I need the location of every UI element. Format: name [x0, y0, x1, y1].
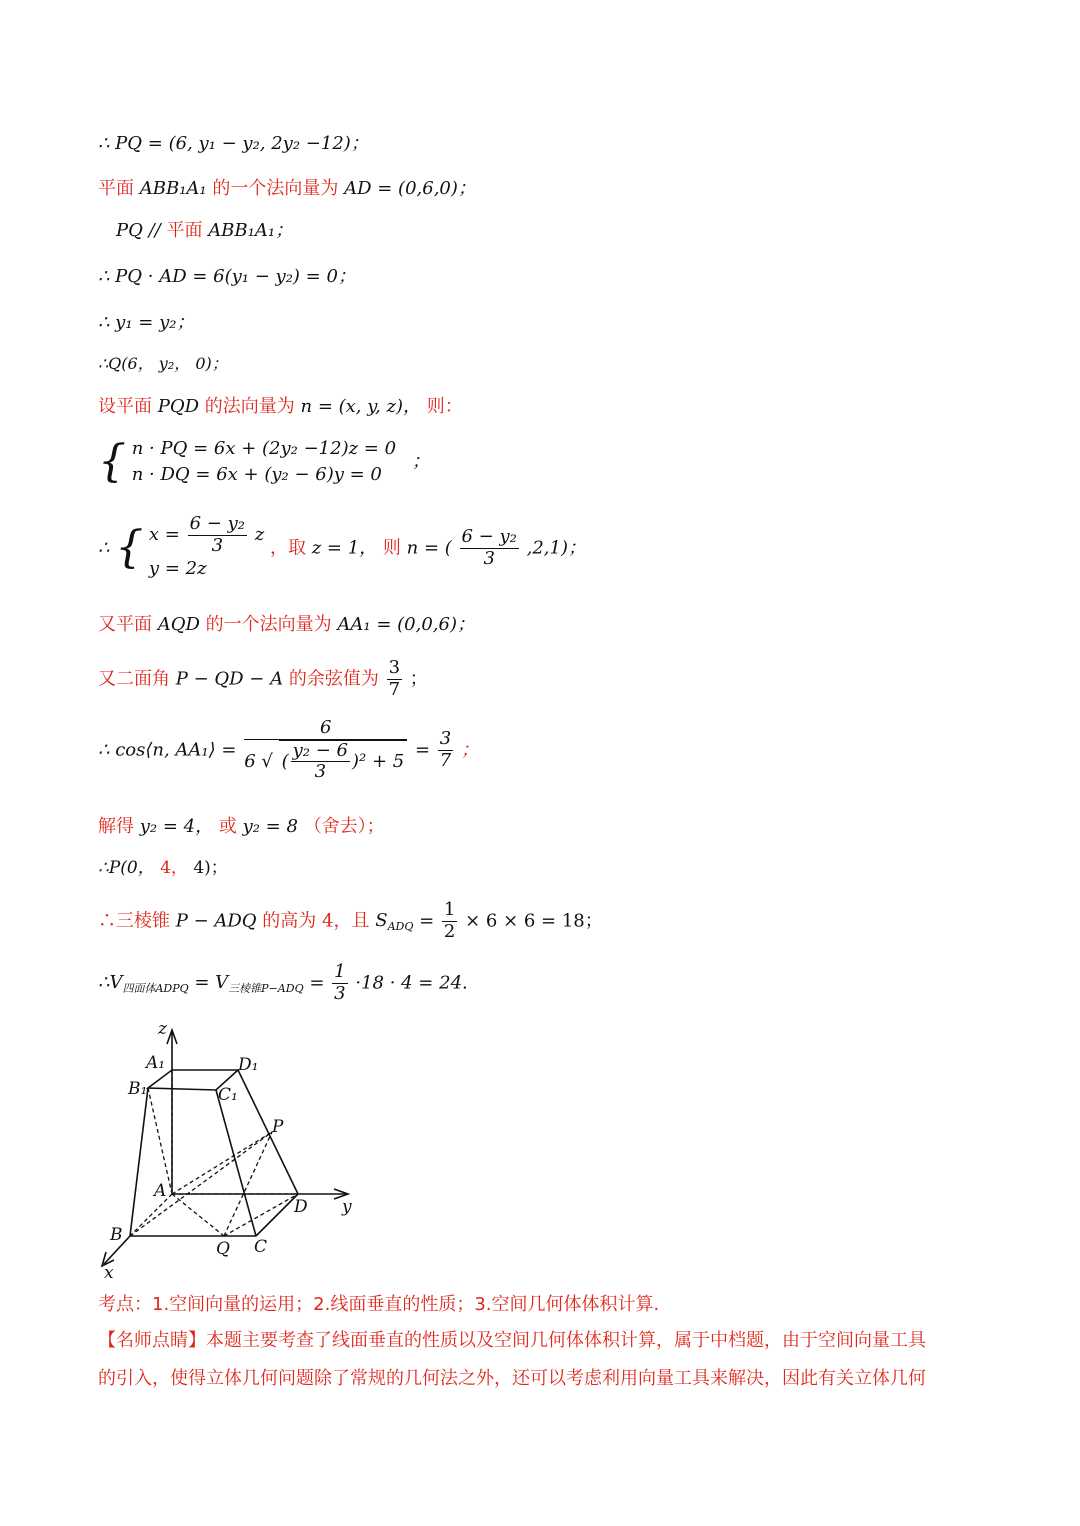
cosine-label: 的余弦值为 — [288, 668, 379, 690]
solution-2: y₂ = 8 — [242, 816, 298, 837]
take-label: ，取 — [269, 537, 306, 559]
cos-den — [244, 740, 407, 783]
step-dot-product — [98, 266, 356, 288]
area-equals: = — [419, 910, 435, 932]
volume-sub-2: 三棱锥P−ADQ — [228, 981, 304, 995]
p-point-mid: 4， — [160, 858, 188, 878]
geometry-figure — [96, 1020, 366, 1282]
again-plane-label: 又平面 — [98, 614, 152, 635]
volume-v: ∴V — [98, 971, 123, 993]
therefore-symbol-2: ∴ — [98, 739, 110, 761]
label-q: Q — [216, 1239, 230, 1259]
sqrt-content: ( $\frac{\text{y₂ − 6}}{3}$ )² + 5 — [279, 740, 408, 783]
comment-line-2: 的引入，使得立体几何问题除了常规的几何法之外，还可以考虑利用向量工具来解决，因此有关立体几何 — [98, 1368, 926, 1389]
parallel-plane-label: 平面 — [166, 220, 203, 241]
x-z: z — [254, 524, 265, 546]
step-normal-pqd — [98, 396, 463, 418]
plane-name: ABB₁A₁ — [139, 178, 207, 199]
step-y-equal — [98, 312, 194, 334]
p-point-pre: ∴P(0， — [98, 858, 155, 878]
step-y-equal-text: ∴ y₁ = y₂； — [98, 312, 195, 333]
kaodian-text: 考点：1.空间向量的运用；2.线面垂直的性质；3.空间几何体体积计算. — [98, 1294, 660, 1315]
volume-sub-1: 四面体ADPQ — [122, 981, 189, 995]
comment-paragraph — [98, 1322, 978, 1398]
x-frac-den: 3 — [211, 534, 224, 556]
hidden-b1-a — [148, 1088, 172, 1194]
step-height-area — [98, 900, 603, 942]
normal-label: 的一个法向量为 — [212, 178, 339, 199]
cos-lhs: cos⟨n, AA₁⟩ = — [115, 739, 237, 761]
n-vector-start: n = ( — [406, 537, 452, 559]
system-2-row-1 — [149, 514, 264, 556]
or-label: 或 — [218, 816, 237, 837]
inner-fraction — [291, 741, 350, 783]
edge-d1-d — [238, 1070, 298, 1194]
dihedral-name: P − QD − A — [175, 668, 284, 690]
sqrt-sign: √ — [261, 750, 273, 772]
label-z: z — [158, 1020, 167, 1039]
solution-1: y₂ = 4， — [139, 816, 214, 837]
edge-b1-b — [130, 1088, 148, 1236]
z-equals-1: z = 1， — [311, 537, 378, 559]
cos-equals: = — [414, 739, 431, 761]
volume-num: 1 — [334, 961, 346, 982]
area-den: 2 — [443, 920, 456, 942]
volume-equals: = — [309, 972, 325, 994]
therefore-symbol: ∴ — [98, 537, 110, 559]
step-pq-vector — [98, 133, 369, 155]
normal-ad: AD = (0,6,0)； — [344, 178, 476, 199]
volume-mid: = V — [194, 971, 229, 993]
comment-line-1: 【名师点睛】本题主要考查了线面垂直的性质以及空间几何体体积计算，属于中档题，由于空间向量工具 — [98, 1330, 926, 1351]
label-c1: C₁ — [218, 1085, 238, 1105]
n-frac-den: 3 — [483, 547, 495, 569]
solve-label: 解得 — [98, 816, 134, 837]
plane-pqd: PQD — [157, 396, 200, 417]
plane-label: 平面 — [98, 178, 134, 199]
cosine-fraction — [387, 658, 402, 700]
normal-aa1: AA₁ = (0,0,6)； — [337, 614, 475, 635]
discard-label: （舍去）； — [303, 816, 385, 837]
area-tail: × 6 × 6 = 18； — [465, 910, 603, 932]
area-s: S — [375, 909, 388, 931]
system-rows — [132, 436, 396, 488]
area-num: 1 — [443, 899, 456, 920]
label-b1: B₁ — [128, 1079, 148, 1099]
inner-num: y₂ − 6 — [292, 739, 348, 761]
label-a: A — [154, 1181, 167, 1201]
step-normal-aqd — [98, 614, 475, 636]
pyramid-name: P − ADQ — [175, 910, 257, 932]
cos-result — [438, 729, 453, 771]
label-d1: D₁ — [238, 1055, 259, 1075]
step-dot-product-text: ∴ PQ · AD = 6(y₁ − y₂) = 0； — [98, 266, 356, 287]
label-a1: A₁ — [146, 1053, 166, 1073]
then-label: 则： — [426, 396, 463, 417]
cos-den-pre: 6 — [244, 750, 256, 772]
step-p-point — [98, 858, 228, 878]
height-label: 的高为 4，且 — [262, 910, 370, 932]
label-d: D — [294, 1197, 308, 1217]
system-end: ； — [411, 451, 430, 473]
parallel-pq: PQ // — [116, 220, 161, 241]
cosine-end: ； — [409, 668, 428, 690]
x-frac-num: 6 − y₂ — [189, 513, 245, 534]
label-y: y — [342, 1197, 352, 1217]
equation-system-1 — [98, 436, 430, 488]
step-volume — [98, 962, 468, 1004]
cosine-num: 3 — [388, 657, 401, 678]
p-point-post: 4)； — [193, 858, 228, 878]
system-2-rows — [149, 514, 264, 582]
plane-aqd: AQD — [157, 614, 200, 635]
hidden-a-q — [172, 1194, 224, 1236]
cos-num: 6 — [244, 718, 407, 740]
cos-fraction — [244, 718, 407, 783]
system-row-1: n · PQ = 6x + (2y₂ −12)z = 0 — [131, 438, 397, 459]
step-q-point — [98, 354, 228, 373]
dihedral-label: 又二面角 — [98, 668, 170, 690]
hidden-q-d — [224, 1194, 298, 1236]
step-plane-normal — [98, 178, 476, 200]
label-c: C — [254, 1237, 268, 1257]
left-brace-2: { — [115, 522, 144, 574]
label-p: P — [272, 1117, 284, 1137]
label-x: x — [104, 1263, 114, 1282]
equation-system-2 — [98, 514, 586, 582]
system-2-row-2: y = 2z — [148, 558, 207, 580]
parallel-plane-name: ABB₁A₁； — [208, 220, 294, 241]
cos-equation — [98, 718, 479, 783]
normal-vector-label: 的法向量为 — [204, 396, 295, 417]
n-frac-num: 6 − y₂ — [461, 526, 517, 548]
cos-result-den: 7 — [439, 750, 452, 772]
area-fraction — [442, 900, 457, 942]
normal-label-2: 的一个法向量为 — [205, 614, 332, 635]
kaodian-line — [98, 1286, 978, 1324]
set-plane-label: 设平面 — [98, 396, 152, 417]
step-q-point-text: ∴Q(6， y₂， 0)； — [98, 354, 228, 373]
system-row-2: n · DQ = 6x + (y₂ − 6)y = 0 — [131, 464, 382, 486]
volume-den: 3 — [334, 982, 346, 1004]
cos-result-num: 3 — [439, 728, 452, 750]
area-s-sub: ADQ — [387, 919, 414, 933]
step-dihedral — [98, 658, 428, 700]
n-vector-end: ,2,1)； — [526, 537, 586, 559]
left-brace: { — [98, 436, 126, 488]
pyramid-label: ∴三棱锥 — [98, 910, 170, 932]
cosine-den: 7 — [388, 678, 401, 700]
volume-tail: ·18 · 4 = 24. — [355, 972, 468, 994]
normal-n: n = (x, y, z)， — [300, 396, 421, 417]
step-pq-vector-text: ∴ PQ = (6, y₁ − y₂, 2y₂ −12)； — [98, 133, 369, 154]
volume-fraction — [332, 962, 347, 1004]
cos-den-post: )² + 5 — [352, 750, 405, 772]
cos-end: ； — [460, 739, 479, 761]
label-b: B — [110, 1225, 123, 1245]
x-lhs: x = — [148, 524, 180, 546]
step-solve — [98, 816, 385, 838]
n-fraction — [460, 527, 519, 569]
inner-den: 3 — [314, 761, 327, 783]
x-fraction — [188, 514, 247, 556]
step-parallel — [116, 220, 293, 242]
then-label-2: 则 — [382, 537, 401, 559]
